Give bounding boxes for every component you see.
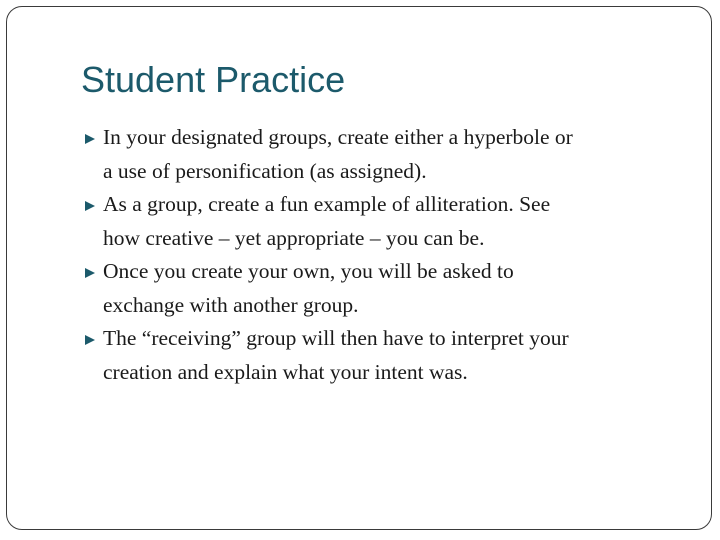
bullet-line: a use of personification (as assigned). bbox=[103, 158, 427, 183]
triangle-right-icon bbox=[85, 201, 95, 211]
triangle-right-icon bbox=[85, 268, 95, 278]
bullet-line: how creative – yet appropriate – you can be. bbox=[103, 225, 485, 250]
bullet-line: Once you create your own, you will be asked to bbox=[103, 259, 514, 283]
triangle-right-icon bbox=[85, 134, 95, 144]
bullet-list bbox=[84, 121, 684, 389]
bullet-item bbox=[84, 255, 684, 322]
triangle-right-icon bbox=[85, 335, 95, 345]
slide-title: Student Practice bbox=[81, 59, 346, 100]
bullet-item bbox=[84, 121, 684, 188]
bullet-line: exchange with another group. bbox=[103, 292, 359, 317]
bullet-line: In your designated groups, create either a hyperbole or bbox=[103, 125, 573, 149]
bullet-line: creation and explain what your intent was. bbox=[103, 359, 468, 384]
bullet-line: As a group, create a fun example of alliteration. See bbox=[103, 192, 551, 216]
bullet-item bbox=[84, 188, 684, 255]
bullet-item bbox=[84, 322, 684, 389]
bullet-line: The “receiving” group will then have to interpret your bbox=[103, 326, 569, 350]
